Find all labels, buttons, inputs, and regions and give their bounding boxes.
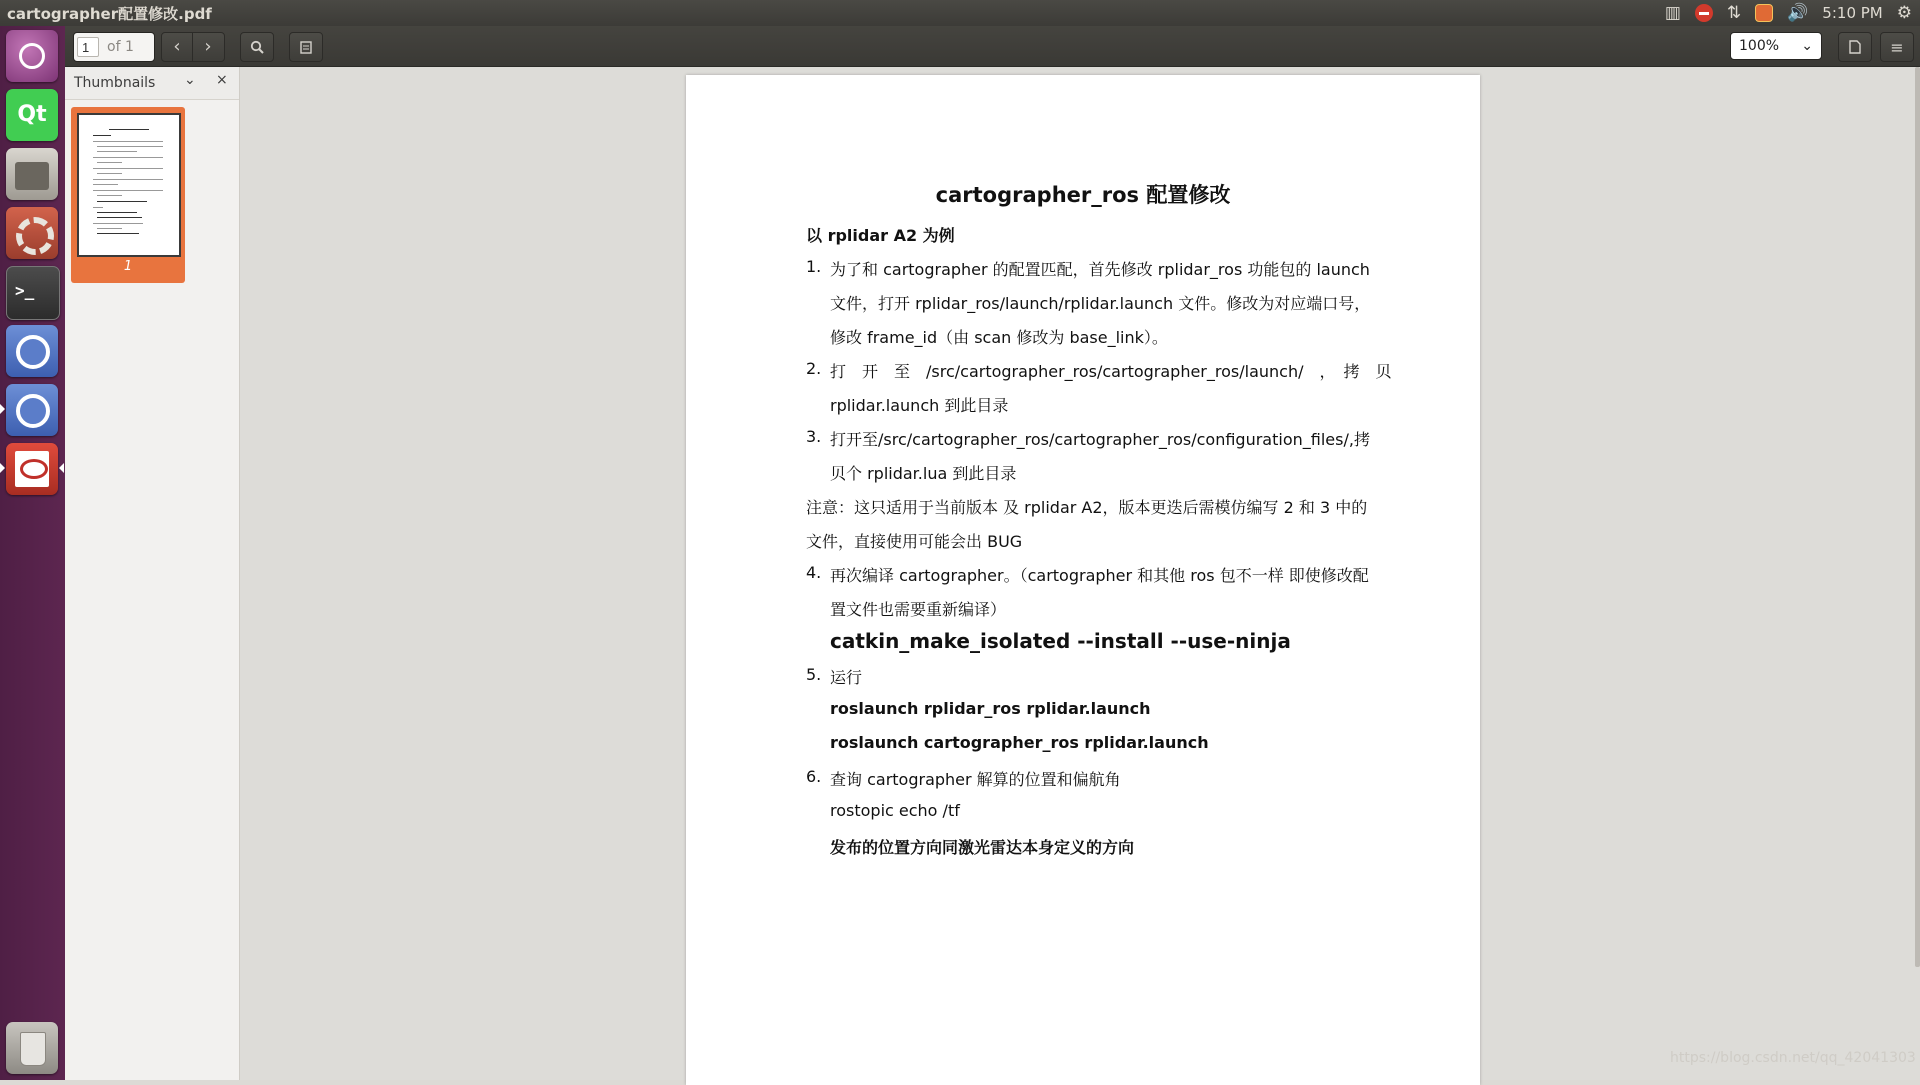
watermark: https://blog.csdn.net/qq_42041303 <box>1670 1050 1916 1066</box>
step-1-line-3: 修改 frame_id（由 scan 修改为 base_link）。 <box>830 328 1168 347</box>
note-line-1: 注意：这只适用于当前版本 及 rplidar A2，版本更迭后需模仿编写 2 和 3 中的 <box>806 498 1368 517</box>
launcher <box>0 26 65 1080</box>
document-title: cartographer_ros 配置修改 <box>935 183 1231 207</box>
previous-page-icon[interactable]: ‹ <box>173 36 181 57</box>
document-view[interactable] <box>240 67 1920 1080</box>
step-6-line-1: 查询 cartographer 解算的位置和偏航角 <box>830 770 1121 789</box>
annotations-button[interactable] <box>289 32 323 62</box>
sidebar-mode-dropdown-icon[interactable]: ⌄ <box>184 72 196 88</box>
step-4-line-1: 再次编译 cartographer。（cartographer 和其他 ros 包不一样 即使修改配 <box>830 566 1369 585</box>
step-1-line-1: 为了和 cartographer 的配置匹配，首先修改 rplidar_ros 功能包的 launch <box>830 260 1370 279</box>
document-properties-button[interactable] <box>1838 32 1872 62</box>
volume-icon[interactable]: 🔊 <box>1787 3 1809 23</box>
network-icon[interactable]: ⇅ <box>1726 3 1742 23</box>
step-3-line-2: 贝个 rplidar.lua 到此目录 <box>830 464 1017 483</box>
page-thumbnail[interactable] <box>71 107 185 283</box>
top-panel <box>0 0 1920 26</box>
trash-icon[interactable] <box>6 1022 58 1074</box>
indicator-area <box>1665 0 1912 26</box>
step-2-line-1: 打 开 至 /src/cartographer_ros/cartographer_ros/launch/ ， 拷 贝 <box>830 362 1392 381</box>
page-navigation <box>161 32 225 62</box>
thumbnails-sidebar <box>65 67 240 1080</box>
zoom-value: 100% <box>1739 38 1780 54</box>
sidebar-header <box>65 67 239 100</box>
note-line-2: 文件，直接使用可能会出 BUG <box>806 532 1023 551</box>
step-5-line-1: 运行 <box>830 668 863 687</box>
page-selector[interactable] <box>73 32 155 62</box>
keyboard-layout-icon[interactable]: ▥ <box>1664 3 1681 23</box>
qt-creator-icon[interactable]: Qt <box>6 89 58 141</box>
terminal-icon[interactable]: >_ <box>6 266 60 320</box>
viewer-toolbar <box>65 26 1920 67</box>
step-4-number: 4. <box>806 563 822 582</box>
zoom-select[interactable] <box>1730 32 1822 60</box>
step-3-number: 3. <box>806 427 822 446</box>
chevron-down-icon: ⌄ <box>1801 38 1813 54</box>
step-1-line-2: 文件，打开 rplidar_ros/launch/rplidar.launch 文件。修改为对应端口号， <box>830 294 1371 313</box>
files-icon[interactable] <box>6 148 58 200</box>
step-1-number: 1. <box>806 257 822 276</box>
step-5-number: 5. <box>806 665 822 684</box>
next-page-icon[interactable]: › <box>192 33 223 61</box>
sidebar-close-icon[interactable]: × <box>216 72 228 88</box>
menu-icon: ≡ <box>1890 37 1904 57</box>
step-6-note: 发布的位置方向同激光雷达本身定义的方向 <box>830 838 1135 857</box>
step-3-line-1: 打开至/src/cartographer_ros/cartographer_ros/configuration_files/,拷 <box>830 430 1370 449</box>
step-4-line-2: 置文件也需要重新编译） <box>830 600 1007 619</box>
sidebar-title: Thumbnails <box>74 75 156 91</box>
clipboard-icon <box>300 40 312 54</box>
launch-command-2: roslaunch cartographer_ros rplidar.launch <box>830 733 1209 752</box>
no-entry-indicator-icon[interactable] <box>1695 4 1713 22</box>
chromium-icon[interactable] <box>6 325 58 377</box>
running-indicator-icon <box>0 463 5 473</box>
thumbnail-page-number: 1 <box>123 259 133 274</box>
focused-indicator-icon <box>59 463 64 473</box>
hamburger-menu-button[interactable] <box>1880 32 1914 62</box>
tf-command: rostopic echo /tf <box>830 801 960 820</box>
page-number-input[interactable] <box>77 37 99 57</box>
chromium-icon-2[interactable] <box>6 384 58 436</box>
bug-report-icon[interactable] <box>1755 4 1773 22</box>
settings-gear-icon[interactable]: ⚙ <box>1896 3 1912 23</box>
search-icon <box>250 40 264 54</box>
vertical-scrollbar[interactable] <box>1915 67 1920 967</box>
search-button[interactable] <box>240 32 274 62</box>
launch-command-1: roslaunch rplidar_ros rplidar.launch <box>830 699 1151 718</box>
step-2-line-2: rplidar.launch 到此目录 <box>830 396 1009 415</box>
window-title: cartographer配置修改.pdf <box>7 5 212 23</box>
system-settings-icon[interactable] <box>6 207 58 259</box>
ubuntu-dash-icon[interactable] <box>6 30 58 82</box>
build-command: catkin_make_isolated --install --use-ninja <box>830 629 1291 653</box>
clock[interactable]: 5:10 PM <box>1822 4 1883 22</box>
running-indicator-icon <box>0 404 5 414</box>
thumbnail-preview <box>77 113 181 257</box>
document-subtitle: 以 rplidar A2 为例 <box>806 226 955 245</box>
document-viewer-icon[interactable] <box>6 443 58 495</box>
step-2-number: 2. <box>806 359 822 378</box>
page-count: of 1 <box>107 39 134 55</box>
pdf-page <box>686 75 1480 1085</box>
document-icon <box>1849 40 1861 54</box>
step-6-number: 6. <box>806 767 822 786</box>
